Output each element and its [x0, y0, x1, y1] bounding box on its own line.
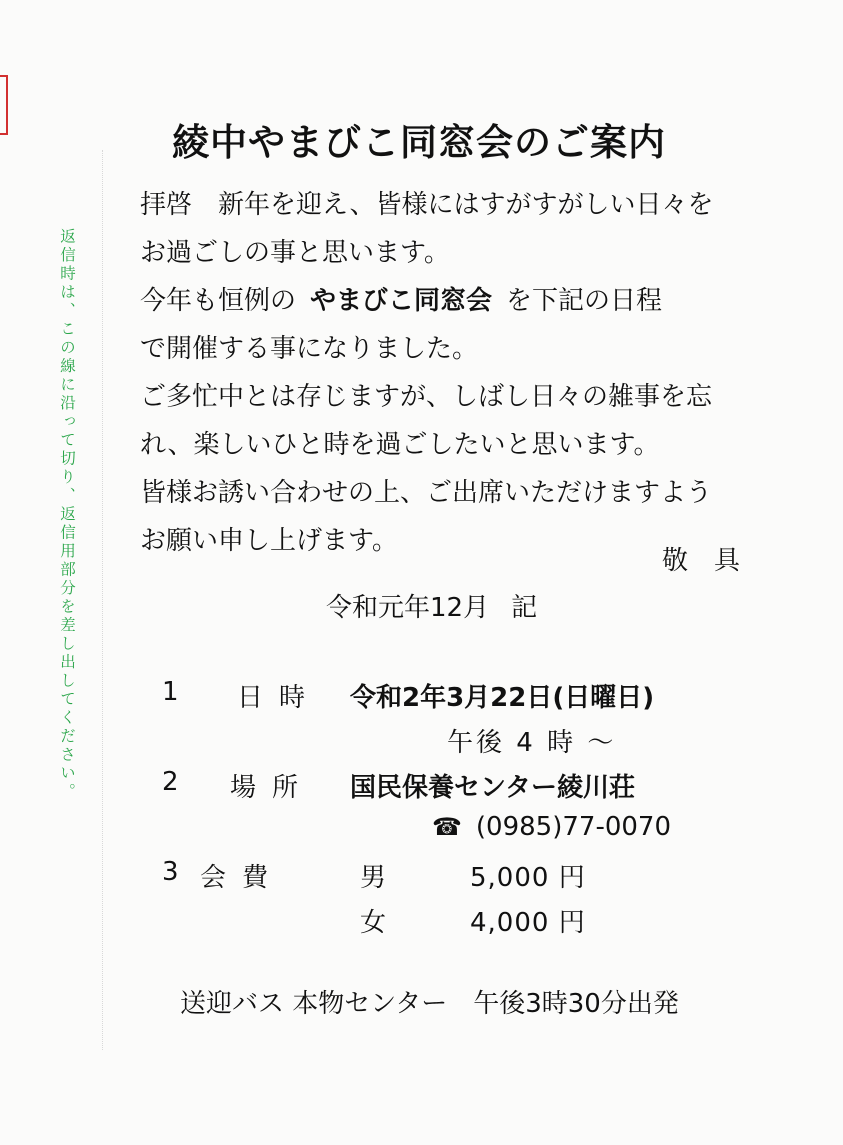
letter-date [326, 587, 537, 624]
red-edge-mark [0, 75, 8, 135]
place-value: 国民保養センター綾川荘 [350, 773, 635, 803]
return-instruction-note: 返信時は、この線に沿って切り、返信用部分を差し出してください。 [58, 228, 76, 802]
letter-body [140, 181, 770, 565]
body-line-1: 拝啓 新年を迎え、皆様にはすがすがしい日々を [140, 190, 714, 220]
item-number-2: 2 [162, 767, 179, 797]
fee-female-label: 女 [360, 908, 387, 938]
body-line-2: お過ごしの事と思います。 [140, 238, 450, 268]
shuttle-bus-note: 送迎バス 本物センター 午後3時30分出発 [180, 989, 679, 1019]
body-line-3-pre: 今年も恒例の [140, 286, 297, 316]
fold-line [102, 150, 103, 1050]
fee-male-amount: 5,000 円 [470, 863, 586, 893]
date-text: 令和元年12月 [326, 593, 490, 623]
start-time: 午後 4 時 ～ [447, 728, 617, 758]
body-line-3 [140, 277, 770, 325]
event-name-highlight: やまびこ同窓会 [310, 286, 493, 316]
body-line-3-post: を下記の日程 [506, 286, 663, 316]
body-line-6: れ、楽しいひと時を過ごしたいと思います。 [140, 430, 660, 460]
body-line-5: ご多忙中とは存じますが、しばし日々の雑事を忘 [140, 382, 713, 412]
fee-male-label: 男 [360, 863, 387, 893]
datetime-value: 令和2年3月22日(日曜日) [350, 683, 655, 713]
page-title: 綾中やまびこ同窓会のご案内 [172, 121, 666, 164]
item-number-1: 1 [162, 677, 179, 707]
item-number-3: 3 [162, 857, 179, 887]
telephone-icon: ☎ [432, 813, 462, 841]
phone-number: (0985)77-0070 [475, 812, 671, 842]
place-label: 場所 [230, 773, 315, 803]
closing-keigu: 敬具 [662, 546, 767, 576]
body-line-8: お願い申し上げます。 [140, 526, 398, 556]
fee-female-amount: 4,000 円 [470, 908, 586, 938]
phone-line [432, 812, 671, 842]
datetime-label: 日時 [237, 683, 322, 713]
ki-heading: 記 [511, 593, 538, 623]
fee-label: 会費 [200, 863, 285, 893]
body-line-4: で開催する事になりました。 [140, 334, 479, 364]
body-line-7: 皆様お誘い合わせの上、ご出席いただけますよう [140, 478, 713, 508]
